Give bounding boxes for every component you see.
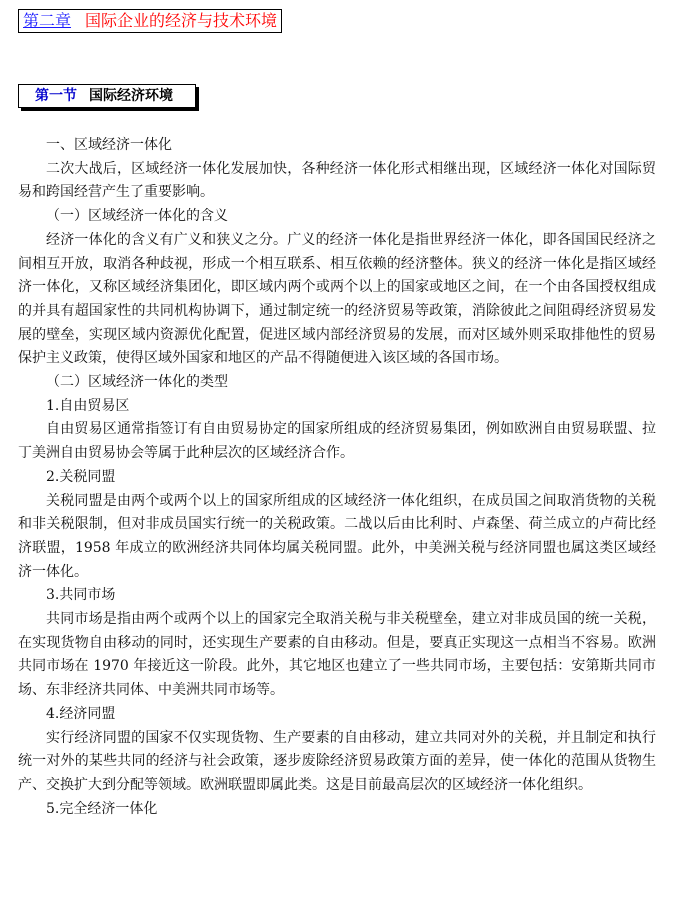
paragraph-intro: 二次大战后，区域经济一体化发展加快，各种经济一体化形式相继出现，区域经济一体化对国际贸易和跨国经营产生了重要影响。 bbox=[18, 160, 656, 201]
item-heading-free-trade-area: 1.自由贸易区 bbox=[46, 397, 130, 414]
paragraph-customs-union: 关税同盟是由两个或两个以上的国家所组成的区域经济一体化组织，在成员国之间取消货物的关税和非关税限制，但对非成员国实行统一的关税政策。二战以后由比利时、卢森堡、荷兰成立的卢荷比经济联盟，1958 年成立的欧洲经济共同体均属关税同盟。此外，中美洲关税与经济同盟也属这类区域经济一体化。 bbox=[18, 492, 656, 580]
section-title: 国际经济环境 bbox=[89, 88, 173, 104]
paragraph-economic-union: 实行经济同盟的国家不仅实现货物、生产要素的自由移动，建立共同对外的关税，并且制定和执行统一对外的某些共同的经济与社会政策，逐步废除经济贸易政策方面的差异，使一体化的范围从货物生产、交换扩大到分配等领域。欧洲联盟即属此类。这是目前最高层次的区域经济一体化组织。 bbox=[18, 729, 656, 793]
item-heading-common-market: 3.共同市场 bbox=[46, 587, 116, 604]
paragraph-common-market: 共同市场是指由两个或两个以上的国家完全取消关税与非关税壁垒，建立对非成员国的统一关税，在实现货物自由移动的同时，还实现生产要素的自由移动。但是，要真正实现这一点相当不容易。欧洲共同市场在 1970 年接近这一阶段。此外，其它地区也建立了一些共同市场，主要包括：安第斯共同市场、东非经济共同体、中美洲共同市场等。 bbox=[18, 611, 656, 699]
heading-regional-integration: 一、区域经济一体化 bbox=[46, 137, 172, 153]
paragraph-meaning: 经济一体化的含义有广义和狭义之分。广义的经济一体化是指世界经济一体化，即各国国民经济之间相互开放，取消各种歧视，形成一个相互联系、相互依赖的经济整体。狭义的经济一体化是指区域经济一体化，又称区域经济集团化，即区域内两个或两个以上的国家或地区之间，在一个由各国授权组成的并具有超国家性的共同机构协调下，通过制定统一的经济贸易等政策，消除彼此之间阻碍经济贸易发展的壁垒，实现区域内资源优化配置，促进区域内部经济贸易的发展，而对区域外则采取排他性的贸易保护主义政策，使得区域外国家和地区的产品不得随便进入该区域的各国市场。 bbox=[18, 231, 656, 367]
item-heading-complete-integration: 5.完全经济一体化 bbox=[46, 800, 158, 817]
paragraph-free-trade-area: 自由贸易区通常指签订有自由贸易协定的国家所组成的经济贸易集团，例如欧洲自由贸易联盟、拉丁美洲自由贸易协会等属于此种层次的区域经济合作。 bbox=[18, 421, 656, 462]
chapter-number: 第二章 bbox=[23, 11, 72, 30]
section-heading bbox=[18, 84, 196, 108]
item-heading-economic-union: 4.经济同盟 bbox=[46, 705, 116, 722]
section-number: 第一节 bbox=[35, 88, 77, 104]
chapter-heading bbox=[18, 9, 282, 33]
subheading-types: （二）区域经济一体化的类型 bbox=[46, 374, 228, 391]
item-heading-customs-union: 2.关税同盟 bbox=[46, 468, 116, 485]
chapter-title: 国际企业的经济与技术环境 bbox=[85, 11, 278, 30]
subheading-meaning: （一）区域经济一体化的含义 bbox=[46, 208, 228, 225]
document-body bbox=[18, 134, 656, 821]
